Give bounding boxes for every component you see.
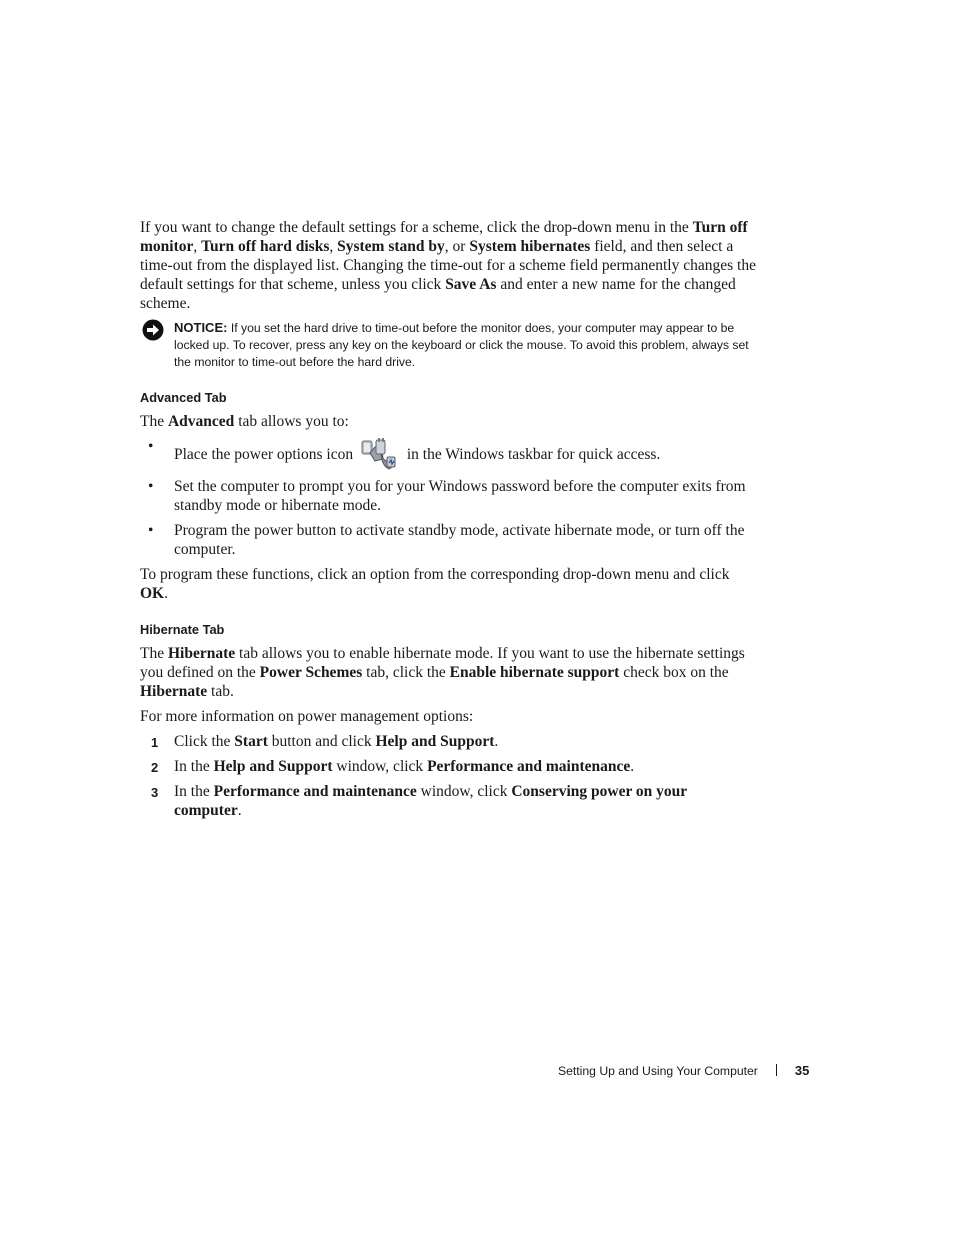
advanced-bullet-list	[140, 437, 758, 559]
step-item: 2 In the Help and Support window, click Performance and maintenance.	[151, 758, 635, 775]
steps-list	[140, 732, 758, 820]
advanced-intro: The Advanced tab allows you to:	[140, 413, 349, 430]
bullet-icon: •	[148, 522, 154, 539]
notice-text: If you set the hard drive to time-out before the monitor does, your computer may appear to be locked up. To recover, press any key on the keyboard or click the mouse. To avoid this problem, always set the monitor to time-out before the hard drive.	[174, 321, 749, 369]
step-item: 1 Click the Start button and click Help and Support.	[151, 733, 499, 750]
bullet-icon: •	[148, 478, 154, 495]
page-number: 35	[794, 1063, 810, 1078]
notice-box	[140, 319, 758, 371]
advanced-tab-heading: Advanced Tab	[140, 390, 227, 405]
footer-divider	[776, 1064, 777, 1076]
hibernate-paragraph: The Hibernate tab allows you to enable hibernate mode. If you want to use the hibernate settings you defined on the Power Schemes tab, click the Enable hibernate support check box on the Hibernate tab.	[140, 645, 745, 700]
advanced-outro: To program these functions, click an option from the corresponding drop-down menu and click OK.	[140, 566, 730, 602]
step-number: 1	[151, 735, 159, 750]
document-page	[140, 218, 758, 826]
step-number: 2	[151, 760, 159, 775]
list-item: • Program the power button to activate standby mode, activate hibernate mode, or turn off the computer.	[148, 522, 745, 558]
more-info-text: For more information on power management options:	[140, 708, 474, 725]
hibernate-tab-heading: Hibernate Tab	[140, 622, 225, 637]
step-number: 3	[151, 785, 159, 800]
footer-section-title: Setting Up and Using Your Computer	[558, 1064, 758, 1078]
scheme-settings-paragraph: If you want to change the default settings for a scheme, click the drop-down menu in the Turn off monitor, Turn off hard disks, System stand by, or System hibernates field, and then select a time-out from the displayed list. Changing the time-out for a scheme field permanently changes the default settings for that scheme, unless you click Save As and enter a new name for the changed scheme.	[140, 219, 756, 312]
notice-arrow-icon	[142, 319, 164, 341]
page-footer	[558, 1062, 809, 1080]
notice-label: NOTICE:	[174, 320, 228, 335]
bullet-icon: •	[148, 438, 154, 455]
list-item: • Set the computer to prompt you for your Windows password before the computer exits from standby mode or hibernate mode.	[148, 478, 746, 514]
power-options-icon	[359, 437, 399, 471]
step-item: 3 In the Performance and maintenance window, click Conserving power on your computer.	[151, 783, 687, 819]
list-item: • Place the power options icon in the Windows taskbar for quick access.	[140, 437, 758, 471]
